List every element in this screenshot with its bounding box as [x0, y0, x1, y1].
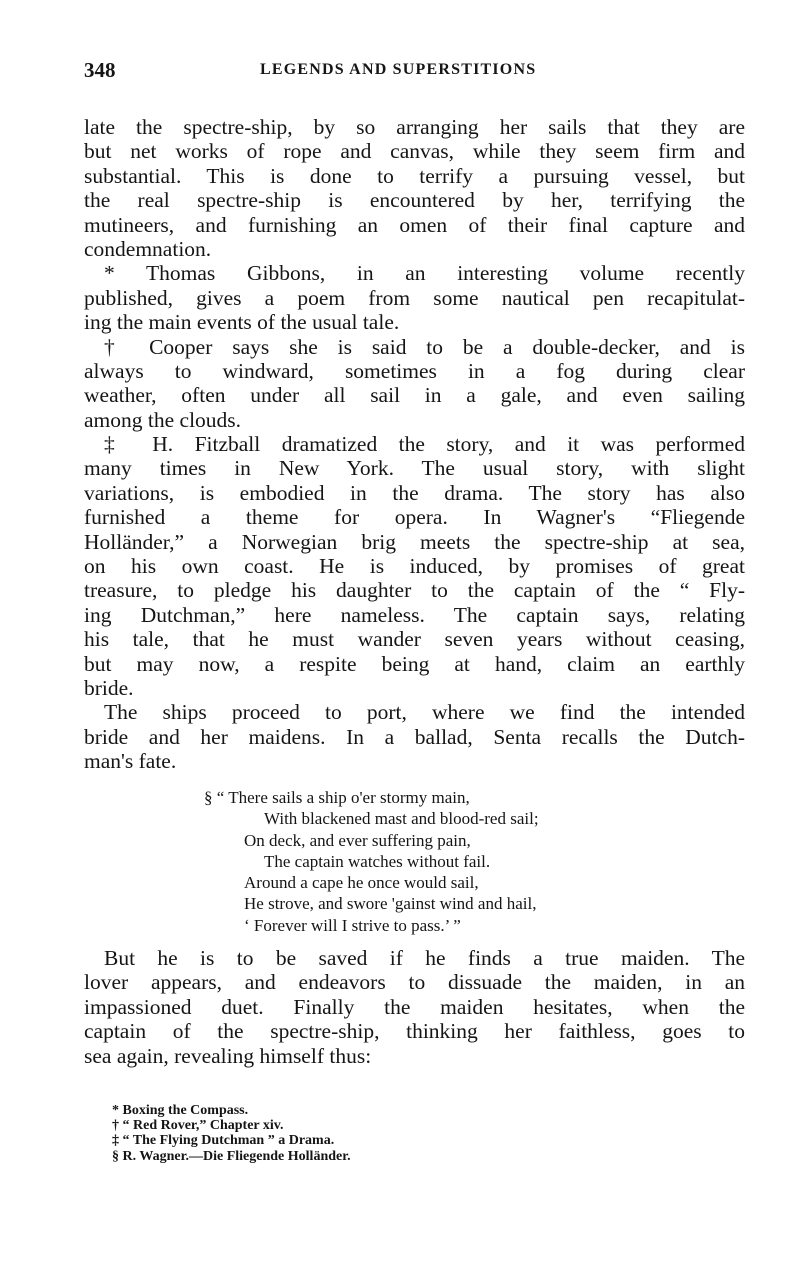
- running-header: [84, 58, 745, 82]
- text-line: sea again, revealing himself thus:: [84, 1043, 372, 1068]
- text-line: weather, often under all sail in a gale, and even sailing: [84, 383, 745, 408]
- poem-line: He strove, and swore 'gainst wind and hail,: [244, 894, 537, 914]
- text-line: condemnation.: [84, 236, 212, 261]
- text-line: bride.: [84, 675, 134, 700]
- poem-line: § “ There sails a ship o'er stormy main,: [204, 788, 470, 807]
- poem-line: The captain watches without fail.: [264, 851, 491, 871]
- text-line: always to windward, sometimes in a fog during clear: [84, 358, 745, 383]
- text-line: furnished a theme for opera. In Wagner's “Fliegende: [84, 505, 745, 530]
- text-line: published, gives a poem from some nautical pen recapitulat-: [84, 285, 745, 310]
- text-line: late the spectre-ship, by so arranging her sails that they are: [84, 115, 745, 139]
- text-line: variations, is embodied in the drama. The story has also: [84, 480, 745, 505]
- text-line: ‡ H. Fitzball dramatized the story, and it was performed: [104, 432, 745, 457]
- text-line: man's fate.: [84, 749, 177, 774]
- footnote: § R. Wagner.—Die Fliegende Holländer.: [112, 1148, 351, 1164]
- text-line: The ships proceed to port, where we find the intended: [104, 700, 745, 725]
- paragraph: [84, 432, 745, 700]
- text-line: lover appears, and endeavors to dissuade the maiden, in an: [84, 970, 745, 995]
- text-line: treasure, to pledge his daughter to the captain of the “ Fly-: [84, 578, 745, 603]
- text-line: ing Dutchman,” here nameless. The captain says, relating: [84, 602, 745, 627]
- text-line: many times in New York. The usual story, with slight: [84, 456, 745, 481]
- poem-line: On deck, and ever suffering pain,: [244, 830, 471, 850]
- text-line: his tale, that he must wander seven years without ceasing,: [84, 627, 745, 652]
- page-number: 348: [84, 58, 116, 82]
- paragraph: [84, 700, 745, 773]
- paragraph: [84, 335, 745, 433]
- text-line: substantial. This is done to terrify a pursuing vessel, but: [84, 163, 745, 188]
- footnote: † “ Red Rover,” Chapter xiv.: [112, 1118, 284, 1134]
- text-line: † Cooper says she is said to be a double-decker, and is: [104, 334, 745, 359]
- text-line: mutineers, and furnishing an omen of their final capture and: [84, 212, 745, 237]
- text-line: among the clouds.: [84, 407, 242, 432]
- text-line: ing the main events of the usual tale.: [84, 310, 400, 335]
- text-line: on his own coast. He is induced, by promises of great: [84, 554, 745, 579]
- text-line: but net works of rope and canvas, while they seem firm and: [84, 139, 745, 164]
- poem-line: With blackened mast and blood-red sail;: [264, 809, 539, 829]
- text-line: bride and her maidens. In a ballad, Senta recalls the Dutch-: [84, 724, 745, 749]
- text-line: * Thomas Gibbons, in an interesting volume recently: [104, 261, 745, 286]
- closing-paragraph: [84, 946, 745, 1068]
- paragraph: [84, 115, 745, 261]
- paragraph: [84, 261, 745, 334]
- poem-line: ‘ Forever will I strive to pass.’ ”: [244, 915, 461, 935]
- text-line: But he is to be saved if he finds a true maiden. The: [104, 946, 745, 970]
- main-text: [84, 115, 745, 774]
- text-line: captain of the spectre-ship, thinking her faithless, goes to: [84, 1019, 745, 1044]
- text-line: the real spectre-ship is encountered by her, terrifying the: [84, 188, 745, 213]
- poem-quote: [204, 787, 539, 936]
- poem-line: Around a cape he once would sail,: [244, 873, 479, 893]
- text-line: but may now, a respite being at hand, claim an earthly: [84, 651, 745, 676]
- footnote: * Boxing the Compass.: [112, 1103, 249, 1118]
- text-line: impassioned duet. Finally the maiden hesitates, when the: [84, 994, 745, 1019]
- running-title: LEGENDS AND SUPERSTITIONS: [260, 61, 537, 78]
- footnote: ‡ “ The Flying Dutchman ” a Drama.: [112, 1133, 335, 1149]
- text-line: Holländer,” a Norwegian brig meets the spectre-ship at sea,: [84, 529, 745, 554]
- footnotes: [112, 1103, 351, 1164]
